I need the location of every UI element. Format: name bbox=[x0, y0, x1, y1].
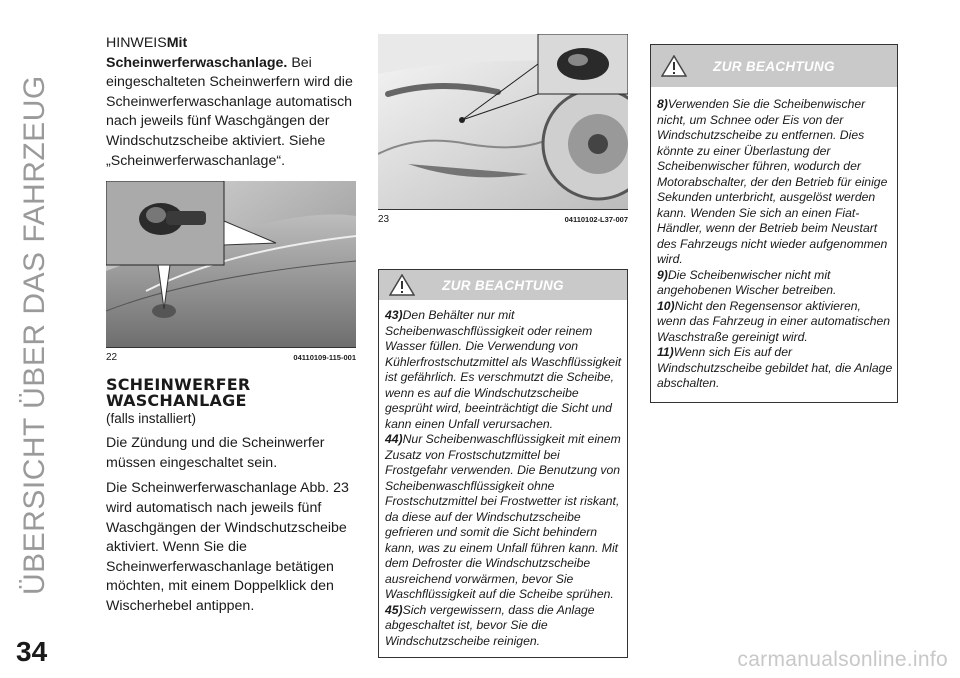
car-warning-icon bbox=[661, 55, 687, 77]
note-text: Bei eingeschalteten Scheinwerfern wird die Scheinwerferwaschanlage automatisch nach jeweils fünf Waschgängen der Windschutzscheibe aktiviert. Siehe „Scheinwerferwaschanlage“. bbox=[106, 54, 353, 169]
side-title-text: ÜBERSICHT ÜBER DAS FAHRZEUG bbox=[18, 75, 51, 595]
warning-body bbox=[379, 300, 627, 657]
column-left bbox=[106, 34, 356, 623]
figure-code: 04110102-L37-007 bbox=[564, 215, 628, 224]
figure-number: 23 bbox=[378, 214, 390, 225]
figure-code: 04110109-115-001 bbox=[293, 353, 356, 363]
section-subheading: (falls installiert) bbox=[106, 411, 197, 427]
section-side-title bbox=[10, 40, 70, 600]
warning-item-text: Den Behälter nur mit Scheibenwaschflüssigkeit oder reinem Wasser füllen. Die Verwendung von Kühlerfrostschutzmittel als Waschflüssigkeit ist gefährlich. Es verschmutzt die Scheibe, wenn es auf die Windschutzscheibe gesprüht wird, beeinträchtigt die Sicht und kann einen Unfall verursachen. bbox=[385, 308, 622, 431]
warning-item-text: Wenn sich Eis auf der Windschutzscheibe gebildet hat, die Anlage abschalten. bbox=[657, 345, 893, 390]
warning-body bbox=[651, 87, 897, 402]
warning-item bbox=[657, 299, 893, 346]
column-right bbox=[650, 44, 898, 403]
warning-item-text: Nur Scheibenwaschflüssigkeit mit einem Zusatz von Frostschutzmittel bei Frostgefahr verwenden. Die Benutzung von Scheibenwaschflüssigkeit ohne Frostschutzmittel bei Frostwetter ist riskant, da diese auf der Windschutzscheibe gefrieren und somit die Sicht behindern kann, was zu einem Unfall führen kann. Mit dem Defroster die Windschutzscheibe ausreichend vorwärmen, bevor Sie Waschflüssigkeit auf die Scheibe sprühen. bbox=[385, 432, 621, 601]
figure-number: 22 bbox=[106, 352, 118, 364]
warning-item-text: Nicht den Regensensor aktivieren, wenn das Fahrzeug in einer automatischen Waschstraße gereinigt wird. bbox=[657, 298, 891, 344]
warning-item-number: 9) bbox=[657, 267, 668, 282]
warning-item-number: 10) bbox=[657, 298, 675, 313]
warning-item-number: 8) bbox=[657, 97, 668, 111]
note-paragraph bbox=[106, 34, 356, 171]
washer-nozzle-illustration bbox=[106, 181, 356, 347]
warning-item bbox=[657, 97, 893, 268]
warning-item bbox=[385, 603, 623, 650]
figure-22 bbox=[106, 181, 356, 363]
page-number: 34 bbox=[16, 636, 48, 667]
warning-title: ZUR BEACHTUNG bbox=[442, 277, 564, 293]
warning-item-number: 45) bbox=[385, 602, 403, 617]
warning-item-text: Verwenden Sie die Scheibenwischer nicht, um Schnee oder Eis von der Windschutzscheibe zu entfernen. Dies könnte zu einer Überlastung der Scheibenwischer führen, wodurch der Motorabschalter, der den Betrieb für einige Sekunden unterbricht, ausgelöst werden kann. Wenden Sie sich an einen Fiat-Händler, wenn der Betrieb beim Neustart des Fahrzeugs nicht wieder aufgenommen wird. bbox=[657, 97, 888, 266]
warning-item-text: Sich vergewissern, dass die Anlage abgeschaltet ist, bevor Sie die Windschutzscheibe reinigen. bbox=[385, 602, 595, 648]
warning-title: ZUR BEACHTUNG bbox=[713, 58, 835, 74]
figure-caption bbox=[106, 347, 356, 363]
section-heading bbox=[106, 377, 356, 409]
warning-item bbox=[657, 345, 893, 392]
car-warning-icon bbox=[389, 274, 415, 296]
paragraph-1: Die Zündung und die Scheinwerfer müssen eingeschaltet sein. bbox=[106, 435, 325, 471]
warning-item bbox=[385, 308, 623, 432]
figure-23 bbox=[378, 34, 628, 225]
warning-item-number: 43) bbox=[385, 308, 403, 322]
warning-item-number: 44) bbox=[385, 432, 403, 446]
note-title: Mit Scheinwerferwaschanlage. bbox=[106, 35, 288, 71]
paragraph-2: Die Scheinwerferwaschanlage Abb. 23 wird automatisch nach jeweils fünf Waschgängen der Windschutzscheibe aktiviert. Wenn Sie die Scheinwerferwaschanlage betätigen möchten, mit einem Doppelklick den Wischerhebel antippen. bbox=[106, 480, 349, 614]
warning-box bbox=[378, 269, 628, 658]
warning-item bbox=[657, 268, 893, 299]
column-middle bbox=[378, 34, 628, 658]
warning-header bbox=[651, 45, 897, 87]
warning-header bbox=[379, 270, 627, 300]
warning-item-text: Die Scheibenwischer nicht mit angehobenen Wischer betreiben. bbox=[657, 267, 837, 297]
warning-item-number: 11) bbox=[657, 345, 674, 359]
warning-box bbox=[650, 44, 898, 403]
heading-line-1: SCHEINWERFER bbox=[106, 375, 251, 395]
note-label: HINWEIS bbox=[106, 35, 167, 51]
watermark: carmanualsonline.info bbox=[737, 648, 948, 671]
warning-item bbox=[385, 432, 623, 603]
figure-caption bbox=[378, 209, 628, 225]
car-front-illustration bbox=[378, 34, 628, 209]
heading-line-2: WASCHANLAGE bbox=[106, 391, 247, 411]
